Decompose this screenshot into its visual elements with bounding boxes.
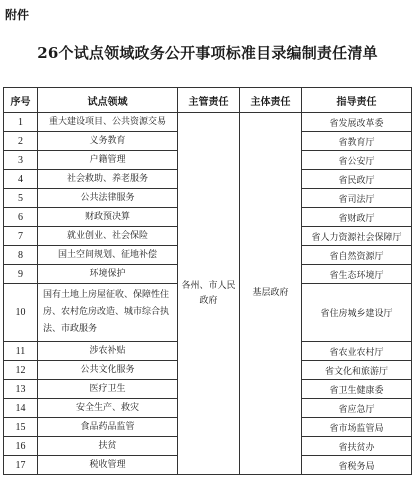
row-guide: 省司法厅 bbox=[302, 189, 412, 208]
row-area: 就业创业、社会保险 bbox=[38, 227, 178, 246]
main-responsibility-cell: 基层政府 bbox=[240, 113, 302, 475]
row-no: 2 bbox=[4, 132, 38, 151]
row-guide: 省应急厅 bbox=[302, 399, 412, 418]
row-guide: 省扶贫办 bbox=[302, 437, 412, 456]
row-no: 12 bbox=[4, 361, 38, 380]
row-area: 重大建设项目、公共资源交易 bbox=[38, 113, 178, 132]
header-main: 主体责任 bbox=[240, 88, 302, 113]
row-guide: 省卫生健康委 bbox=[302, 380, 412, 399]
row-guide: 省财政厅 bbox=[302, 208, 412, 227]
row-area: 安全生产、救灾 bbox=[38, 399, 178, 418]
row-area: 财政预决算 bbox=[38, 208, 178, 227]
row-no: 13 bbox=[4, 380, 38, 399]
row-no: 16 bbox=[4, 437, 38, 456]
row-guide: 省税务局 bbox=[302, 456, 412, 475]
row-no: 5 bbox=[4, 189, 38, 208]
row-no: 10 bbox=[4, 284, 38, 342]
row-no: 9 bbox=[4, 265, 38, 284]
row-area: 扶贫 bbox=[38, 437, 178, 456]
document-title: 26个试点领域政务公开事项标准目录编制责任清单 bbox=[37, 44, 378, 62]
row-no: 8 bbox=[4, 246, 38, 265]
attachment-label: 附件 bbox=[5, 8, 30, 22]
row-area: 医疗卫生 bbox=[38, 380, 178, 399]
row-area: 公共文化服务 bbox=[38, 361, 178, 380]
row-guide: 省自然资源厅 bbox=[302, 246, 412, 265]
header-area: 试点领域 bbox=[38, 88, 178, 113]
competent-responsibility-cell: 各州、市人民政府 bbox=[178, 113, 240, 475]
row-guide: 省民政厅 bbox=[302, 170, 412, 189]
header-competent: 主管责任 bbox=[178, 88, 240, 113]
row-guide: 省生态环境厅 bbox=[302, 265, 412, 284]
row-guide: 省住房城乡建设厅 bbox=[302, 284, 412, 342]
row-area: 国土空间规划、征地补偿 bbox=[38, 246, 178, 265]
row-no: 4 bbox=[4, 170, 38, 189]
table-row bbox=[4, 113, 412, 132]
row-guide: 省文化和旅游厅 bbox=[302, 361, 412, 380]
row-area: 涉农补贴 bbox=[38, 342, 178, 361]
row-guide: 省公安厅 bbox=[302, 151, 412, 170]
row-no: 1 bbox=[4, 113, 38, 132]
row-no: 15 bbox=[4, 418, 38, 437]
row-area: 税收管理 bbox=[38, 456, 178, 475]
row-area: 公共法律服务 bbox=[38, 189, 178, 208]
row-area: 社会救助、养老服务 bbox=[38, 170, 178, 189]
row-no: 3 bbox=[4, 151, 38, 170]
row-area: 食品药品监管 bbox=[38, 418, 178, 437]
responsibility-table bbox=[3, 87, 412, 475]
row-area: 户籍管理 bbox=[38, 151, 178, 170]
header-guide: 指导责任 bbox=[302, 88, 412, 113]
row-area: 环境保护 bbox=[38, 265, 178, 284]
table-header-row bbox=[4, 88, 412, 113]
row-guide: 省教育厅 bbox=[302, 132, 412, 151]
row-no: 6 bbox=[4, 208, 38, 227]
row-no: 17 bbox=[4, 456, 38, 475]
row-guide: 省人力资源社会保障厅 bbox=[302, 227, 412, 246]
row-area: 义务教育 bbox=[38, 132, 178, 151]
row-guide: 省发展改革委 bbox=[302, 113, 412, 132]
header-no: 序号 bbox=[4, 88, 38, 113]
row-no: 14 bbox=[4, 399, 38, 418]
row-guide: 省市场监管局 bbox=[302, 418, 412, 437]
row-no: 11 bbox=[4, 342, 38, 361]
row-area: 国有土地上房屋征收、保障性住房、农村危房改造、城市综合执法、市政服务 bbox=[38, 284, 178, 342]
row-no: 7 bbox=[4, 227, 38, 246]
row-guide: 省农业农村厅 bbox=[302, 342, 412, 361]
